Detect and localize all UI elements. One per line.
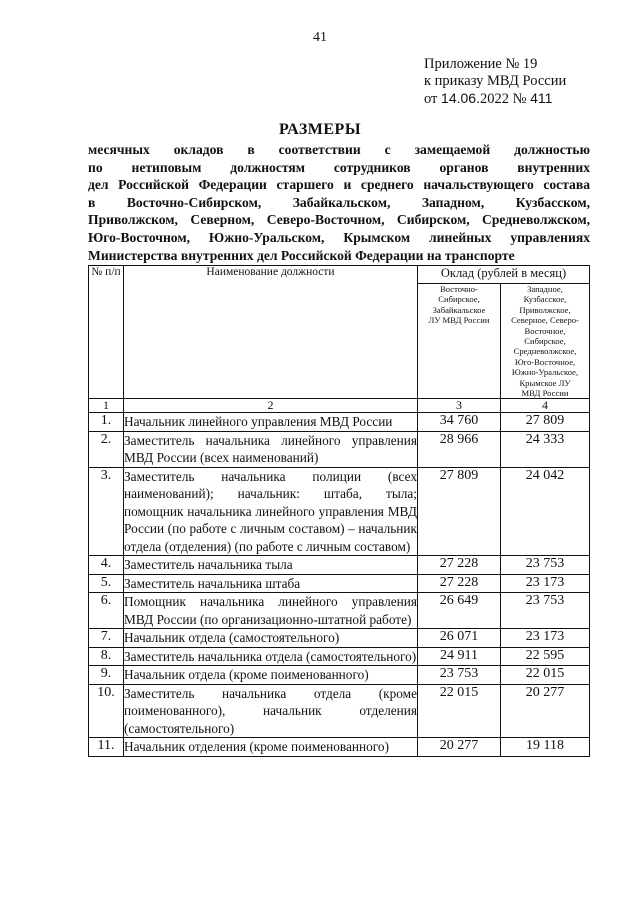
- table-row: [89, 574, 590, 593]
- row-number: 9.: [89, 666, 124, 685]
- header-line: Восточное,: [524, 325, 566, 336]
- header-line: Юго-Восточное,: [514, 356, 576, 367]
- row-number: 4.: [89, 556, 124, 575]
- table-row: [89, 629, 590, 648]
- row-number: 1.: [89, 413, 124, 432]
- appendix-from: от: [424, 91, 438, 107]
- salary-other-regions: 19 118: [501, 738, 590, 757]
- header-line: ЛУ МВД России: [428, 315, 490, 326]
- table-row: [89, 431, 590, 467]
- subtitle-line: дел Российской Федерации старшего и среднего начальствующего состава: [88, 177, 590, 193]
- header-line: Приволжское,: [519, 304, 571, 315]
- salary-other-regions: 23 753: [501, 593, 590, 629]
- position-name: Заместитель начальника отдела (самостоятельного): [124, 648, 417, 664]
- table-row: [89, 666, 590, 685]
- header-line: Сибирское,: [438, 294, 480, 305]
- appendix-block: [424, 56, 566, 108]
- subtitle-line: месячных окладов в соответствии с замещаемой должностью: [88, 142, 590, 157]
- document-subtitle: [88, 141, 590, 264]
- salary-other-regions: 22 015: [501, 666, 590, 685]
- table-row: [89, 593, 590, 629]
- position-name: Начальник отделения (кроме поименованного): [124, 738, 418, 757]
- position-name: Заместитель начальника линейного управления МВД России (всех наименований): [124, 432, 417, 466]
- salary-other-regions: 27 809: [501, 413, 590, 432]
- salary-other-regions: 24 333: [501, 431, 590, 467]
- subtitle-line: в Восточно-Сибирском, Забайкальском, Западном, Кузбасском,: [88, 194, 590, 210]
- subtitle-line: Министерства внутренних дел Российской Федерации на транспорте: [88, 247, 515, 263]
- table-row: [89, 647, 590, 666]
- row-number: 7.: [89, 629, 124, 648]
- appendix-line-2: к приказу МВД России: [424, 73, 567, 89]
- salary-other-regions: 20 277: [501, 684, 590, 738]
- page-number: 41: [313, 30, 327, 45]
- header-position-name: Наименование должности: [124, 266, 418, 399]
- row-number: 2.: [89, 431, 124, 467]
- row-number: 6.: [89, 593, 124, 629]
- salary-east-siberian: 27 809: [418, 467, 501, 556]
- appendix-line-3: [424, 90, 566, 108]
- position-name: Начальник линейного управления МВД России: [124, 413, 418, 432]
- table-row: [89, 467, 590, 556]
- header-line: Кузбасское,: [523, 294, 567, 305]
- salary-table: [88, 265, 590, 757]
- header-line: Забайкальское: [432, 304, 486, 315]
- position-name: Начальник отдела (кроме поименованного): [124, 666, 418, 685]
- position-name: Начальник отдела (самостоятельного): [124, 629, 418, 648]
- position-name: Заместитель начальника отдела (кроме поименованного), начальник отделения (самостоятельного): [124, 685, 417, 736]
- column-index: 1: [89, 399, 124, 413]
- header-line: Западное,: [527, 284, 563, 294]
- salary-east-siberian: 20 277: [418, 738, 501, 757]
- table-row: [89, 413, 590, 432]
- row-number: 8.: [89, 647, 124, 666]
- column-index: 4: [501, 399, 590, 413]
- row-number: 5.: [89, 574, 124, 593]
- table-row: [89, 556, 590, 575]
- column-index: 3: [418, 399, 501, 413]
- document-title: РАЗМЕРЫ: [278, 121, 362, 138]
- header-line: Крымское ЛУ: [519, 377, 571, 388]
- number-sign: №: [512, 91, 527, 107]
- table-row: [89, 684, 590, 738]
- salary-east-siberian: 26 071: [418, 629, 501, 648]
- salary-other-regions: 22 595: [501, 647, 590, 666]
- header-line: Сибирское,: [524, 336, 566, 347]
- column-index-row: [89, 399, 590, 413]
- order-date: 14.06.: [441, 90, 480, 106]
- position-name: Заместитель начальника полиции (всех наименований); начальник: штаба, тыла; помощник начальника линейного управления МВД России (по работе с личным составом) – начальник отдела (отделения) (по работе с личным составом): [124, 468, 417, 554]
- column-index: 2: [124, 399, 418, 413]
- salary-east-siberian: 22 015: [418, 684, 501, 738]
- header-line: Южно-Уральское,: [511, 367, 579, 378]
- subtitle-line: по нетиповым должностям сотрудников органов внутренних: [88, 159, 590, 175]
- salary-east-siberian: 26 649: [418, 593, 501, 629]
- salary-east-siberian: 23 753: [418, 666, 501, 685]
- header-col-east-siberian: [418, 284, 501, 399]
- header-line: МВД России: [521, 388, 569, 399]
- appendix-line-1: Приложение № 19: [424, 56, 538, 72]
- order-number: 411: [530, 90, 553, 106]
- position-name: Заместитель начальника штаба: [124, 574, 418, 593]
- table-row: [89, 738, 590, 757]
- row-number: 10.: [89, 684, 124, 738]
- row-number: 11.: [89, 738, 124, 757]
- salary-other-regions: 24 042: [501, 467, 590, 556]
- salary-east-siberian: 27 228: [418, 556, 501, 575]
- header-salary-group: Оклад (рублей в месяц): [418, 266, 590, 284]
- salary-east-siberian: 28 966: [418, 431, 501, 467]
- header-line: Восточно-: [440, 284, 478, 294]
- position-name: Помощник начальника линейного управления МВД России (по организационно-штатной работе): [124, 594, 417, 627]
- subtitle-line: Юго-Восточном, Южно-Уральском, Крымском линейных управлениях: [88, 229, 590, 245]
- salary-east-siberian: 24 911: [418, 647, 501, 666]
- header-number: № п/п: [89, 266, 124, 399]
- salary-east-siberian: 34 760: [418, 413, 501, 432]
- row-number: 3.: [89, 467, 124, 556]
- salary-other-regions: 23 753: [501, 556, 590, 575]
- header-col-other-regions: [501, 284, 590, 399]
- header-line: Северное, Северо-: [511, 315, 579, 326]
- order-year: 2022: [479, 91, 509, 107]
- position-name: Заместитель начальника тыла: [124, 556, 418, 575]
- salary-other-regions: 23 173: [501, 574, 590, 593]
- header-line: Средневолжское,: [513, 346, 577, 357]
- subtitle-line: Приволжском, Северном, Северо-Восточном, Сибирском, Средневолжском,: [88, 212, 590, 228]
- salary-other-regions: 23 173: [501, 629, 590, 648]
- salary-east-siberian: 27 228: [418, 574, 501, 593]
